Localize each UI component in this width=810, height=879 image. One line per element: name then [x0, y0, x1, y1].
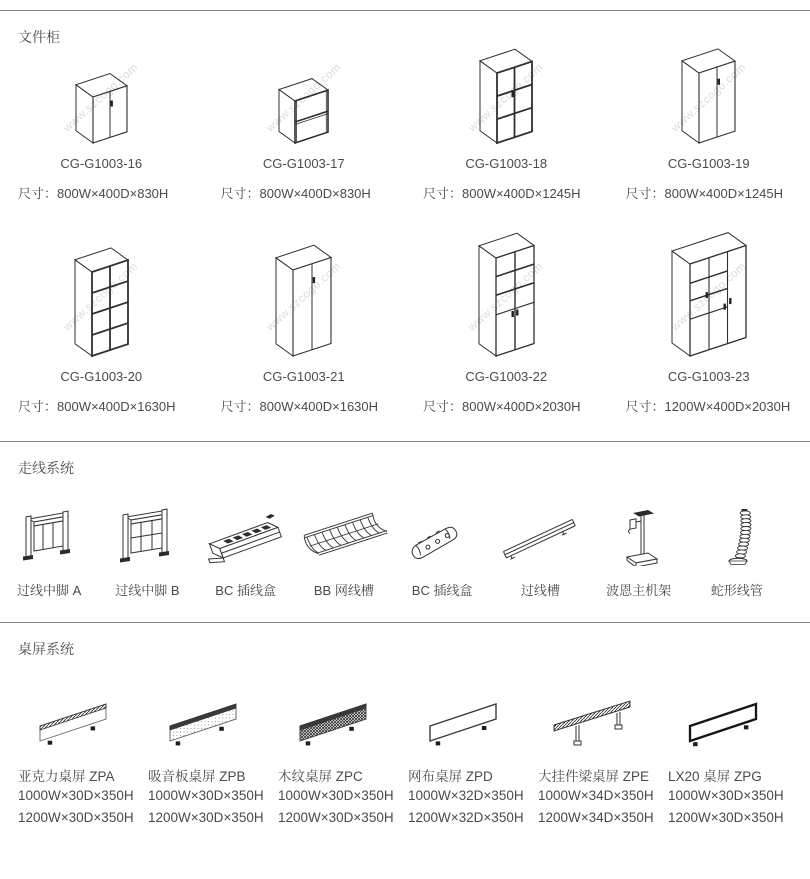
socket-box-icon — [197, 504, 295, 566]
cabinet-product-card — [0, 47, 203, 202]
section-file-cabinets — [0, 27, 810, 415]
section-title-cabinets: 文件柜 — [18, 27, 810, 47]
cabinet-product-card — [203, 47, 406, 202]
accessory-label: BB 网线槽 — [295, 582, 393, 599]
cabinet-product-card — [608, 202, 810, 415]
cable-mid-leg-b-icon — [98, 504, 196, 566]
product-dimensions: 尺寸：800W×400D×1245H — [608, 186, 810, 202]
product-code: CG-G1003-23 — [608, 369, 810, 385]
accessory-label: BC 插线盒 — [197, 582, 295, 599]
screen-dimension: 1000W×30D×350H — [148, 785, 278, 807]
product-code: CG-G1003-21 — [203, 369, 406, 385]
cabling-product-card — [688, 478, 786, 599]
acrylic-panel-icon — [18, 677, 148, 749]
screen-product-card — [668, 659, 798, 829]
screen-dimension: 1200W×34D×350H — [538, 807, 668, 829]
product-dimensions: 尺寸：800W×400D×1630H — [0, 399, 203, 415]
catalog-page — [0, 10, 810, 829]
mesh-cable-tray-icon — [295, 504, 393, 566]
cabinet-grid-row2 — [0, 202, 810, 415]
product-code: CG-G1003-20 — [0, 369, 203, 385]
product-dimensions: 尺寸：800W×400D×2030H — [405, 399, 608, 415]
cabinet-glass-door-mid-icon — [405, 47, 608, 145]
mesh-panel-icon — [408, 677, 538, 749]
section-title-cabling: 走线系统 — [18, 458, 810, 478]
cabinet-product-card — [203, 202, 406, 415]
product-dimensions: 尺寸：800W×400D×830H — [0, 186, 203, 202]
accessory-label: 蛇形线管 — [688, 582, 786, 599]
cabling-product-card — [197, 478, 295, 599]
section-cabling-system — [0, 458, 810, 599]
divider — [0, 441, 810, 442]
cable-channel-icon — [491, 504, 589, 566]
screen-dimension: 1000W×34D×350H — [538, 785, 668, 807]
product-code: CG-G1003-17 — [203, 156, 406, 172]
section-title-screens: 桌屏系统 — [18, 639, 810, 659]
cable-clip-box-icon — [393, 504, 491, 566]
product-code: CG-G1003-19 — [608, 156, 810, 172]
accessory-label: BC 插线盒 — [393, 582, 491, 599]
cabinet-two-door-mid-icon — [608, 47, 810, 145]
screen-product-card — [18, 659, 148, 829]
cabling-product-card — [295, 478, 393, 599]
cabinet-open-shelf-low-icon — [203, 47, 406, 145]
product-code: CG-G1003-18 — [405, 156, 608, 172]
divider — [0, 10, 810, 11]
divider — [0, 622, 810, 623]
product-dimensions: 尺寸：800W×400D×1245H — [405, 186, 608, 202]
screen-label: 大挂件梁桌屏 ZPE — [538, 768, 668, 785]
product-code: CG-G1003-22 — [405, 369, 608, 385]
cabinet-glass-combo-wide-icon — [608, 230, 810, 358]
cabinet-grid-row1 — [0, 47, 810, 202]
screen-dimension: 1000W×30D×350H — [18, 785, 148, 807]
snake-cable-tube-icon — [688, 504, 786, 566]
screen-product-card — [538, 659, 668, 829]
cabinet-product-card — [405, 202, 608, 415]
cabinet-two-door-low-icon — [0, 47, 203, 145]
cabling-product-card — [98, 478, 196, 599]
accessory-label: 过线槽 — [491, 582, 589, 599]
screen-label: LX20 桌屏 ZPG — [668, 768, 798, 785]
sound-panel-icon — [148, 677, 278, 749]
cabinet-product-card — [405, 47, 608, 202]
cabling-product-card — [0, 478, 98, 599]
screen-dimension: 1200W×30D×350H — [278, 807, 408, 829]
cabinet-two-door-tall-icon — [203, 230, 406, 358]
screen-dimension: 1000W×30D×350H — [278, 785, 408, 807]
screen-product-card — [278, 659, 408, 829]
screen-dimension: 1000W×32D×350H — [408, 785, 538, 807]
screen-dimension: 1200W×30D×350H — [148, 807, 278, 829]
screen-label: 亚克力桌屏 ZPA — [18, 768, 148, 785]
cabinet-open-shelf-tall-icon — [0, 230, 203, 358]
screen-product-card — [408, 659, 538, 829]
screen-grid — [0, 659, 810, 829]
accessory-label: 波恩主机架 — [590, 582, 688, 599]
product-code: CG-G1003-16 — [0, 156, 203, 172]
product-dimensions: 尺寸：1200W×400D×2030H — [608, 399, 810, 415]
cabinet-product-card — [608, 47, 810, 202]
cable-mid-leg-a-icon — [0, 504, 98, 566]
cabling-product-card — [393, 478, 491, 599]
screen-product-card — [148, 659, 278, 829]
cabling-product-card — [590, 478, 688, 599]
screen-label: 木纹桌屏 ZPC — [278, 768, 408, 785]
product-dimensions: 尺寸：800W×400D×830H — [203, 186, 406, 202]
accessory-label: 过线中脚 B — [98, 582, 196, 599]
screen-label: 吸音板桌屏 ZPB — [148, 768, 278, 785]
wood-panel-icon — [278, 677, 408, 749]
screen-dimension: 1200W×30D×350H — [18, 807, 148, 829]
cabling-grid — [0, 478, 810, 599]
section-desk-screens — [0, 639, 810, 829]
product-dimensions: 尺寸：800W×400D×1630H — [203, 399, 406, 415]
beam-rail-icon — [538, 677, 668, 749]
cpu-holder-stand-icon — [590, 504, 688, 566]
cabling-product-card — [491, 478, 589, 599]
screen-dimension: 1000W×30D×350H — [668, 785, 798, 807]
cabinet-glass-combo-tall-icon — [405, 230, 608, 358]
screen-dimension: 1200W×30D×350H — [668, 807, 798, 829]
screen-label: 网布桌屏 ZPD — [408, 768, 538, 785]
cabinet-product-card — [0, 202, 203, 415]
screen-dimension: 1200W×32D×350H — [408, 807, 538, 829]
accessory-label: 过线中脚 A — [0, 582, 98, 599]
lx20-panel-icon — [668, 677, 798, 749]
